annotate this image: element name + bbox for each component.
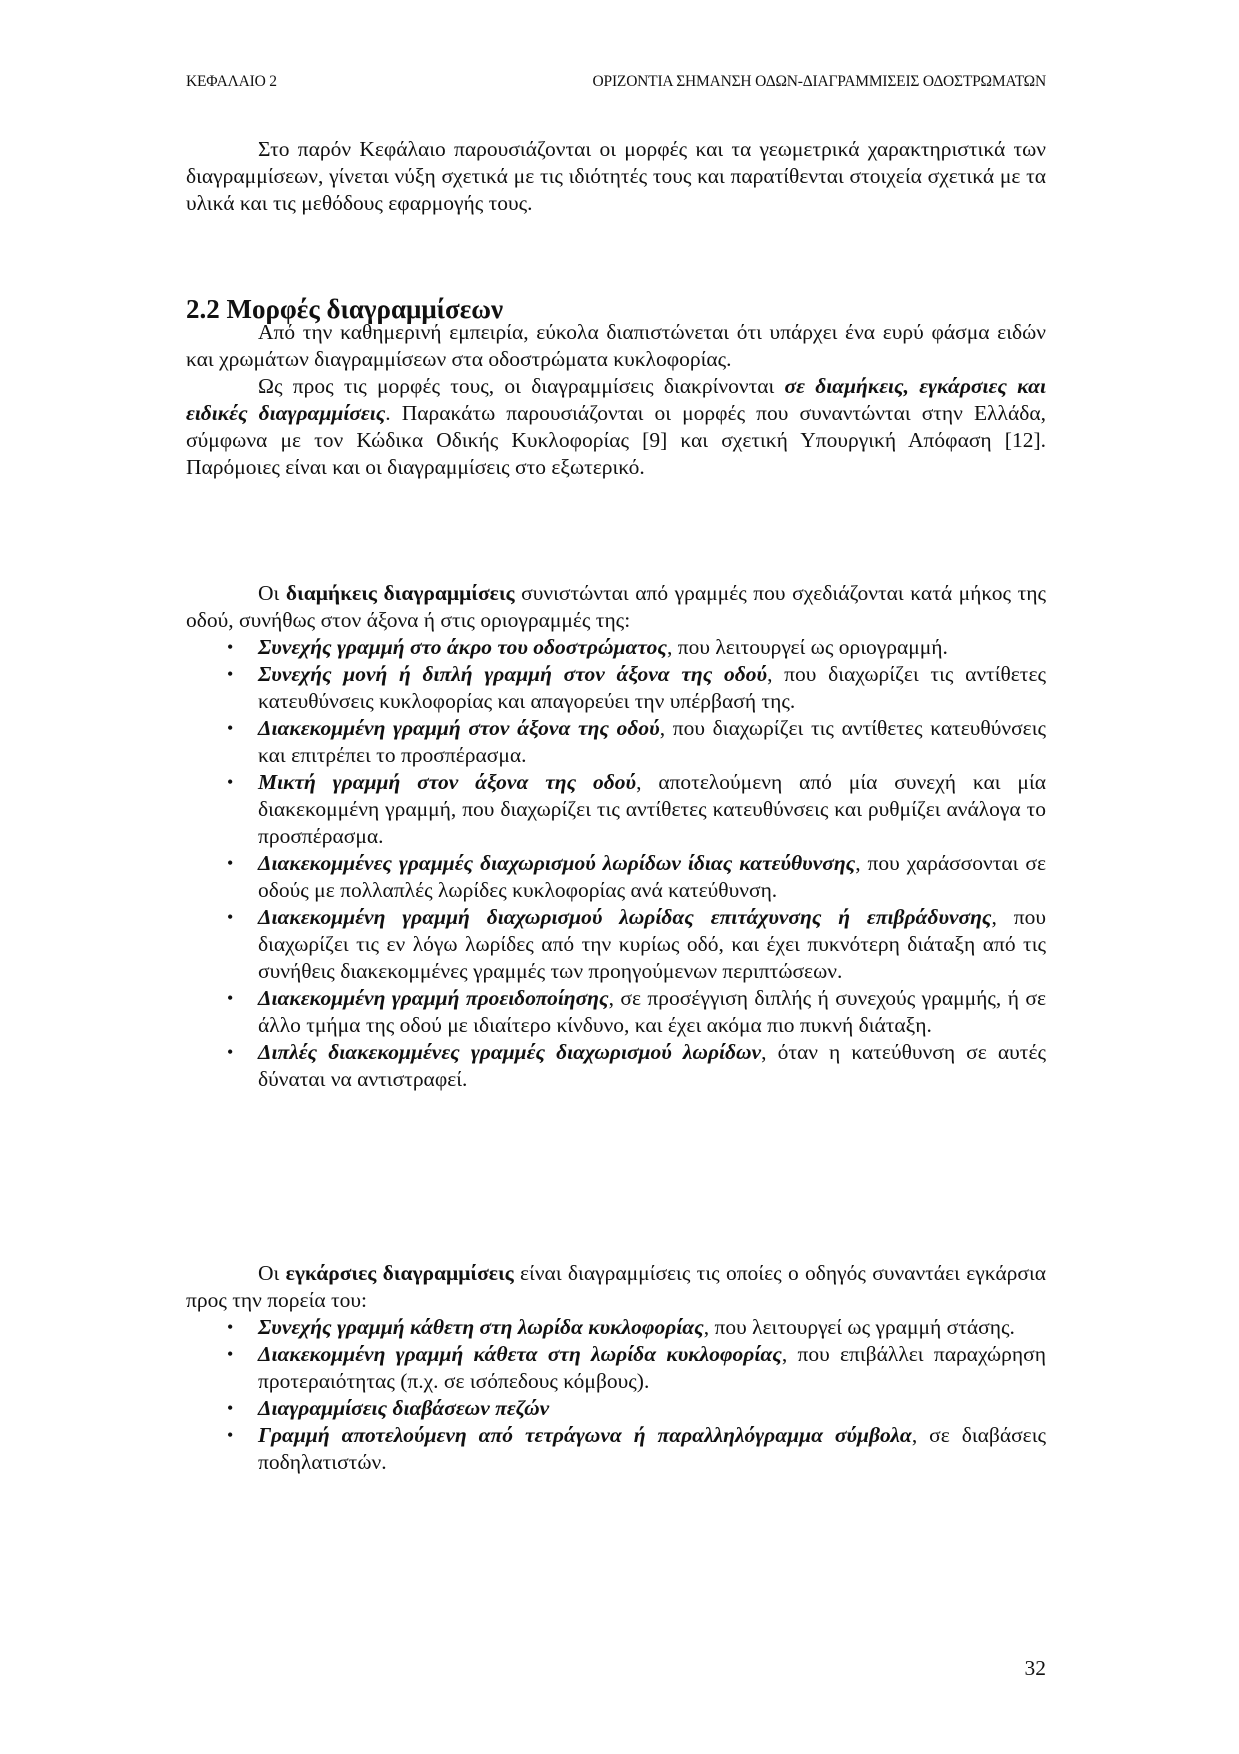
bullet-icon: • xyxy=(227,718,234,738)
categories-emphasis: σε διαμήκεις, εγκάρσιες και ειδικές διαγραμμίσεις xyxy=(186,374,1046,425)
list-item: • Μικτή γραμμή στον άξονα της οδού, αποτελούμενη από μία συνεχή και μία διακεκομμένη γραμμή, που διαχωρίζει τις αντίθετες κατευθύνσεις και ρυθμίζει ανάλογα το προσπέρασμα. xyxy=(227,770,1046,848)
section-heading: 2.2 Μορφές διαγραμμίσεων xyxy=(186,294,504,324)
list-item: • Γραμμή αποτελούμενη από τετράγωνα ή παραλληλόγραμμα σύμβολα, σε διαβάσεις ποδηλατιστών. xyxy=(227,1423,1046,1474)
chapter-title: ΟΡΙΖΟΝΤΙΑ ΣΗΜΑΝΣΗ ΟΔΩΝ-ΔΙΑΓΡΑΜΜΙΣΕΙΣ ΟΔΟΣΤΡΩΜΑΤΩΝ xyxy=(592,73,1046,90)
bullet-icon: • xyxy=(227,988,234,1008)
paragraph-longitudinal-intro: Οι διαμήκεις διαγραμμίσεις συνιστώνται από γραμμές που σχεδιάζονται κατά μήκος της οδού, συνήθως στον άξονα ή στις οριογραμμές της: xyxy=(186,581,1047,632)
paragraph-experience: Από την καθημερινή εμπειρία, εύκολα διαπιστώνεται ότι υπάρχει ένα ευρύ φάσμα ειδών και χρωμάτων διαγραμμίσεων στα οδοστρώματα κυκλοφορίας. xyxy=(186,320,1046,371)
bullet-icon: • xyxy=(227,1317,234,1337)
transverse-list xyxy=(186,1314,1046,1476)
list-item: • Συνεχής γραμμή στο άκρο του οδοστρώματος, που λειτουργεί ως οριογραμμή. xyxy=(227,635,948,659)
bullet-icon: • xyxy=(227,907,234,927)
list-item: • Διακεκομμένες γραμμές διαχωρισμού λωρίδων ίδιας κατεύθυνσης, που χαράσσονται σε οδούς με πολλαπλές λωρίδες κυκλοφορίας ανά κατεύθυνση. xyxy=(227,851,1046,902)
bullet-icon: • xyxy=(227,853,234,873)
bullet-icon: • xyxy=(227,1042,234,1062)
intro-paragraph: Στο παρόν Κεφάλαιο παρουσιάζονται οι μορφές και τα γεωμετρικά χαρακτηριστικά των διαγραμμίσεων, γίνεται νύξη σχετικά με τις ιδιότητές τους και παρατίθενται στοιχεία σχετικά με τα υλικά και τις μεθόδους εφαρμογής τους. xyxy=(186,137,1046,215)
bullet-icon: • xyxy=(227,1344,234,1364)
list-item: • Συνεχής μονή ή διπλή γραμμή στον άξονα της οδού, που διαχωρίζει τις αντίθετες κατευθύνσεις κυκλοφορίας και απαγορεύει την υπέρβασή της. xyxy=(227,662,1046,713)
longitudinal-list xyxy=(186,634,1046,1093)
list-item: • Διακεκομμένη γραμμή διαχωρισμού λωρίδας επιτάχυνσης ή επιβράδυνσης, που διαχωρίζει τις εν λόγω λωρίδες από την κυρίως οδό, και έχει πυκνότερη διάταξη από τις συνήθεις διακεκομμένες γραμμές των προηγούμενων περιπτώσεων. xyxy=(227,905,1046,983)
paragraph-categories: Ως προς τις μορφές τους, οι διαγραμμίσεις διακρίνονται σε διαμήκεις, εγκάρσιες και ειδικές διαγραμμίσεις. Παρακάτω παρουσιάζονται οι μορφές που συναντώνται στην Ελλάδα, σύμφωνα με τον Κώδικα Οδικής Κυκλοφορίας [9] και σχετική Υπουργική Απόφαση [12]. Παρόμοιες είναι και οι διαγραμμίσεις στο εξωτερικό. xyxy=(186,374,1046,479)
page-number: 32 xyxy=(1024,1656,1046,1680)
list-item: • Διακεκομμένη γραμμή κάθετα στη λωρίδα κυκλοφορίας, που επιβάλλει παραχώρηση προτεραιότητας (π.χ. σε ισόπεδους κόμβους). xyxy=(227,1342,1046,1393)
bullet-icon: • xyxy=(227,1398,234,1418)
bullet-icon: • xyxy=(227,664,234,684)
bullet-icon: • xyxy=(227,1425,234,1445)
bullet-icon: • xyxy=(227,637,234,657)
chapter-label: ΚΕΦΑΛΑΙΟ 2 xyxy=(186,73,277,90)
list-item: • Συνεχής γραμμή κάθετη στη λωρίδα κυκλοφορίας, που λειτουργεί ως γραμμή στάσης. xyxy=(227,1315,1015,1339)
list-item: • Διακεκομμένη γραμμή προειδοποίησης, σε προσέγγιση διπλής ή συνεχούς γραμμής, ή σε άλλο τμήμα της οδού με ιδιαίτερο κίνδυνο, και έχει ακόμα πιο πυκνή διάταξη. xyxy=(227,986,1047,1037)
list-item: • Διπλές διακεκομμένες γραμμές διαχωρισμού λωρίδων, όταν η κατεύθυνση σε αυτές δύναται να αντιστραφεί. xyxy=(227,1040,1046,1091)
paragraph-transverse-intro: Οι εγκάρσιες διαγραμμίσεις είναι διαγραμμίσεις τις οποίες ο οδηγός συναντάει εγκάρσια προς την πορεία του: xyxy=(186,1261,1047,1312)
list-item: • Διαγραμμίσεις διαβάσεων πεζών xyxy=(227,1396,550,1420)
running-header xyxy=(186,73,1046,95)
bullet-icon: • xyxy=(227,772,234,792)
list-item: • Διακεκομμένη γραμμή στον άξονα της οδού, που διαχωρίζει τις αντίθετες κατευθύνσεις και επιτρέπει το προσπέρασμα. xyxy=(227,716,1046,767)
